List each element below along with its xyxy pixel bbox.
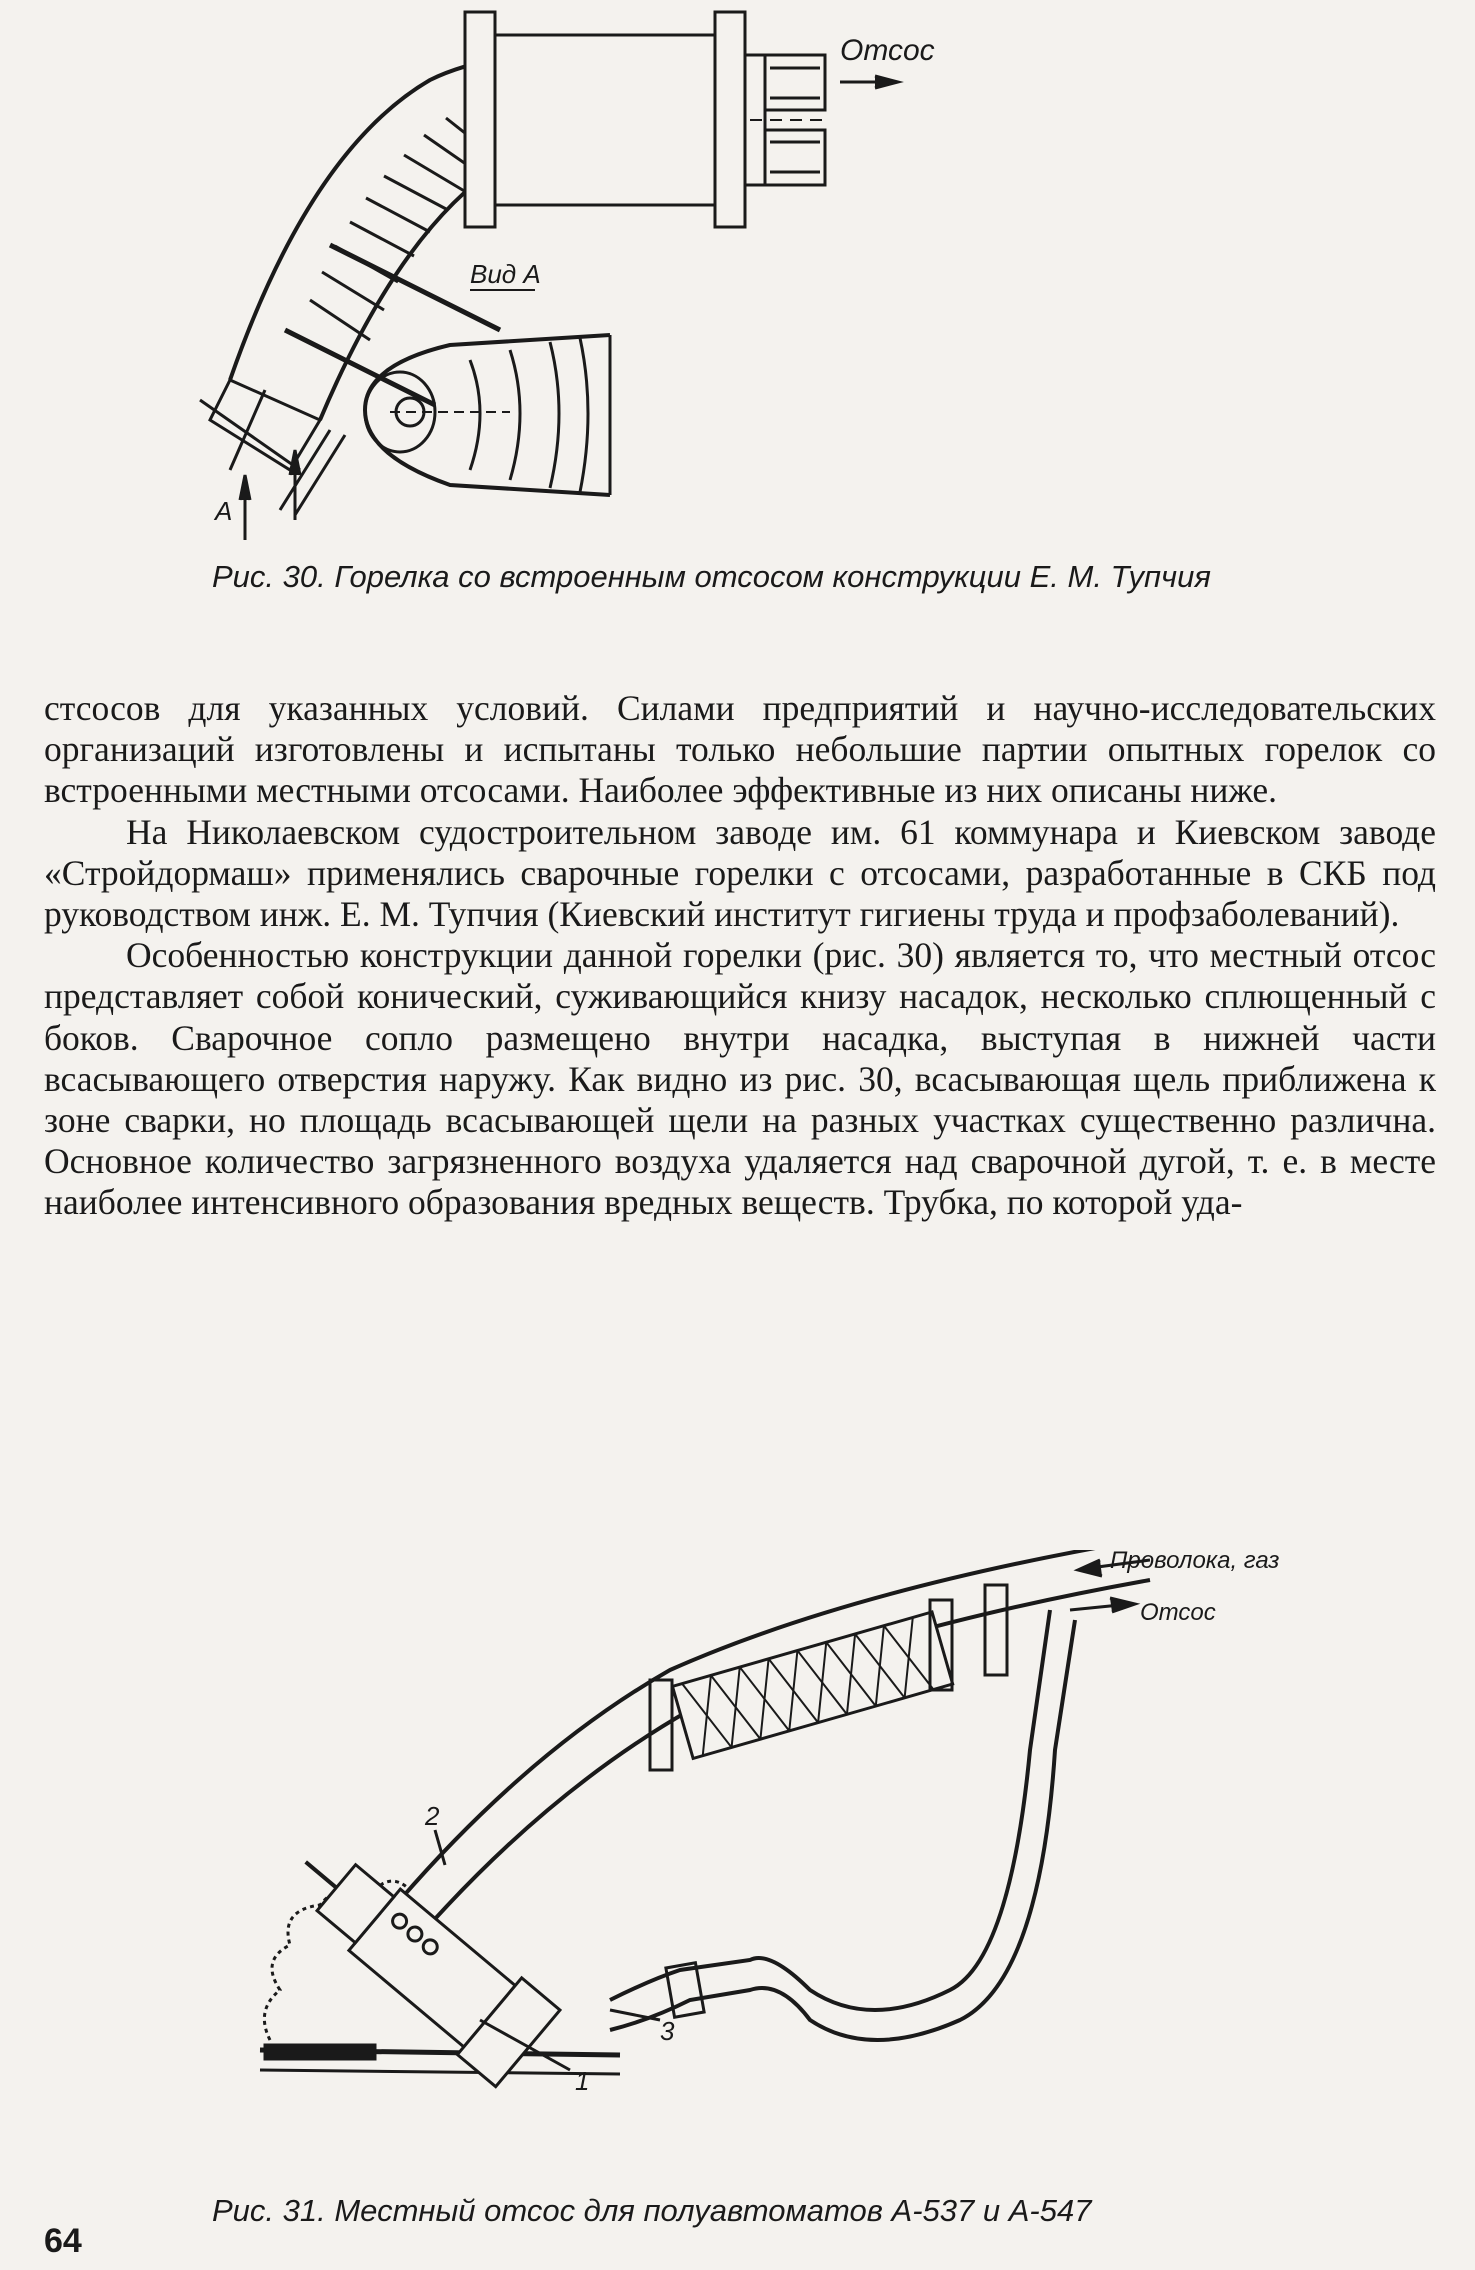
fig31-wire-gas-label: Проволока, газ [1110,1550,1280,1574]
paragraph-1: стсосов для указанных условий. Силами предприятий и научно-исследовательских организаций изготовлены и испытаны только небольшие партии опытных горелок со встроенными местными отсосами. Наиболее эффективные из них описаны ниже. [44,688,1436,811]
fig30-otsos-label: Отсос [840,34,935,67]
figure-31-drawing [250,1550,1300,2170]
page-number: 64 [44,2222,82,2260]
paragraph-3: Особенностью конструкции данной горелки (рис. 30) является то, что местный отсос представляет собой конический, суживающийся книзу насадок, несколько сплющенный с боков. Сварочное сопло размещено внутри насадка, выступая в нижней части всасывающего отверстия наружу. Как видно из рис. 30, всасывающая щель приближена к зоне сварки, но площадь всасывающей щели на разных участках существенно различна. Основное количество загрязненного воздуха удаляется над сварочной дугой, т. е. в месте наиболее интенсивного образования вредных веществ. Трубка, по которой уда- [44,935,1436,1223]
figure-30-drawing [170,0,1370,540]
paragraph-2: На Николаевском судостроительном заводе им. 61 коммунара и Киевском заводе «Стройдормаш» применялись сварочные горелки с отсосами, разработанные в СКБ под руководством инж. Е. М. Тупчия (Киевский институт гигиены труда и профзаболеваний). [44,811,1436,935]
fig31-callout-3: 3 [660,2016,675,2046]
figure-31-caption: Рис. 31. Местный отсос для полуавтоматов А-537 и А-547 [212,2193,1092,2228]
fig30-a-label: А [215,496,233,526]
body-text [44,688,1436,1224]
fig31-otsos-label: Отсос [1140,1599,1216,1626]
fig31-callout-2: 2 [425,1801,440,1831]
figure-30-caption: Рис. 30. Горелка со встроенным отсосом конструкции Е. М. Тупчия [212,559,1211,594]
fig30-view-label: Вид А [470,259,541,289]
fig31-callout-1: 1 [575,2066,590,2096]
